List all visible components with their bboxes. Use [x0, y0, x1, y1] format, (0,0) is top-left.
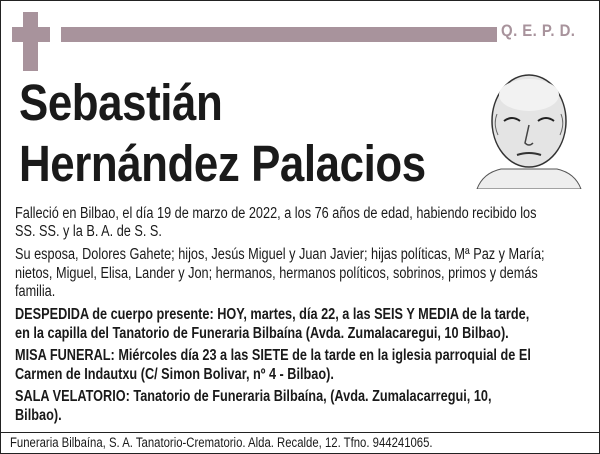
qepd-label: Q. E. P. D.	[501, 21, 576, 40]
farewell-line: DESPEDIDA de cuerpo presente: HOY, martes, día 22, a las SEIS Y MEDIA de la tarde,	[15, 306, 530, 323]
funeral-home-footer: Funeraria Bilbaína, S. A. Tanatorio-Crematorio. Alda. Recalde, 12. Tfno. 944241065.	[10, 435, 433, 450]
portrait-photo	[475, 69, 583, 189]
family-line: familia.	[15, 283, 56, 300]
footer-divider	[1, 432, 599, 433]
death-notice-line: SS. SS. y la B. A. de S. S.	[15, 223, 162, 240]
deceased-surnames: Hernández Palacios	[19, 135, 426, 192]
death-notice-line: Falleció en Bilbao, el día 19 de marzo de 2022, a los 76 años de edad, habiendo recibido los	[15, 205, 537, 222]
funeral-mass-line: MISA FUNERAL: Miércoles día 23 a las SIETE de la tarde en la iglesia parroquial de El	[15, 347, 531, 364]
funeral-mass-line: Carmen de Indautxu (C/ Simon Bolivar, nº 4 - Bilbao).	[15, 366, 334, 383]
family-line: Su esposa, Dolores Gahete; hijos, Jesús Miguel y Juan Javier; hijas políticas, Mª Paz y María;	[15, 246, 545, 263]
farewell-line: en la capilla del Tanatorio de Funeraria Bilbaína (Avda. Zumalacaregui, 10 Bilbao).	[15, 325, 509, 342]
header-rule	[61, 27, 497, 42]
cross-icon-horizontal	[12, 27, 50, 42]
wake-room-line: SALA VELATORIO: Tanatorio de Funeraria Bilbaína, (Avda. Zumalacarregui, 10,	[15, 388, 492, 405]
wake-room-line: Bilbao).	[15, 407, 62, 424]
deceased-first-name: Sebastián	[19, 74, 223, 131]
family-line: nietos, Miguel, Elisa, Lander y Jon; hermanos, hermanos políticos, sobrinos, primos y demás	[15, 265, 538, 282]
